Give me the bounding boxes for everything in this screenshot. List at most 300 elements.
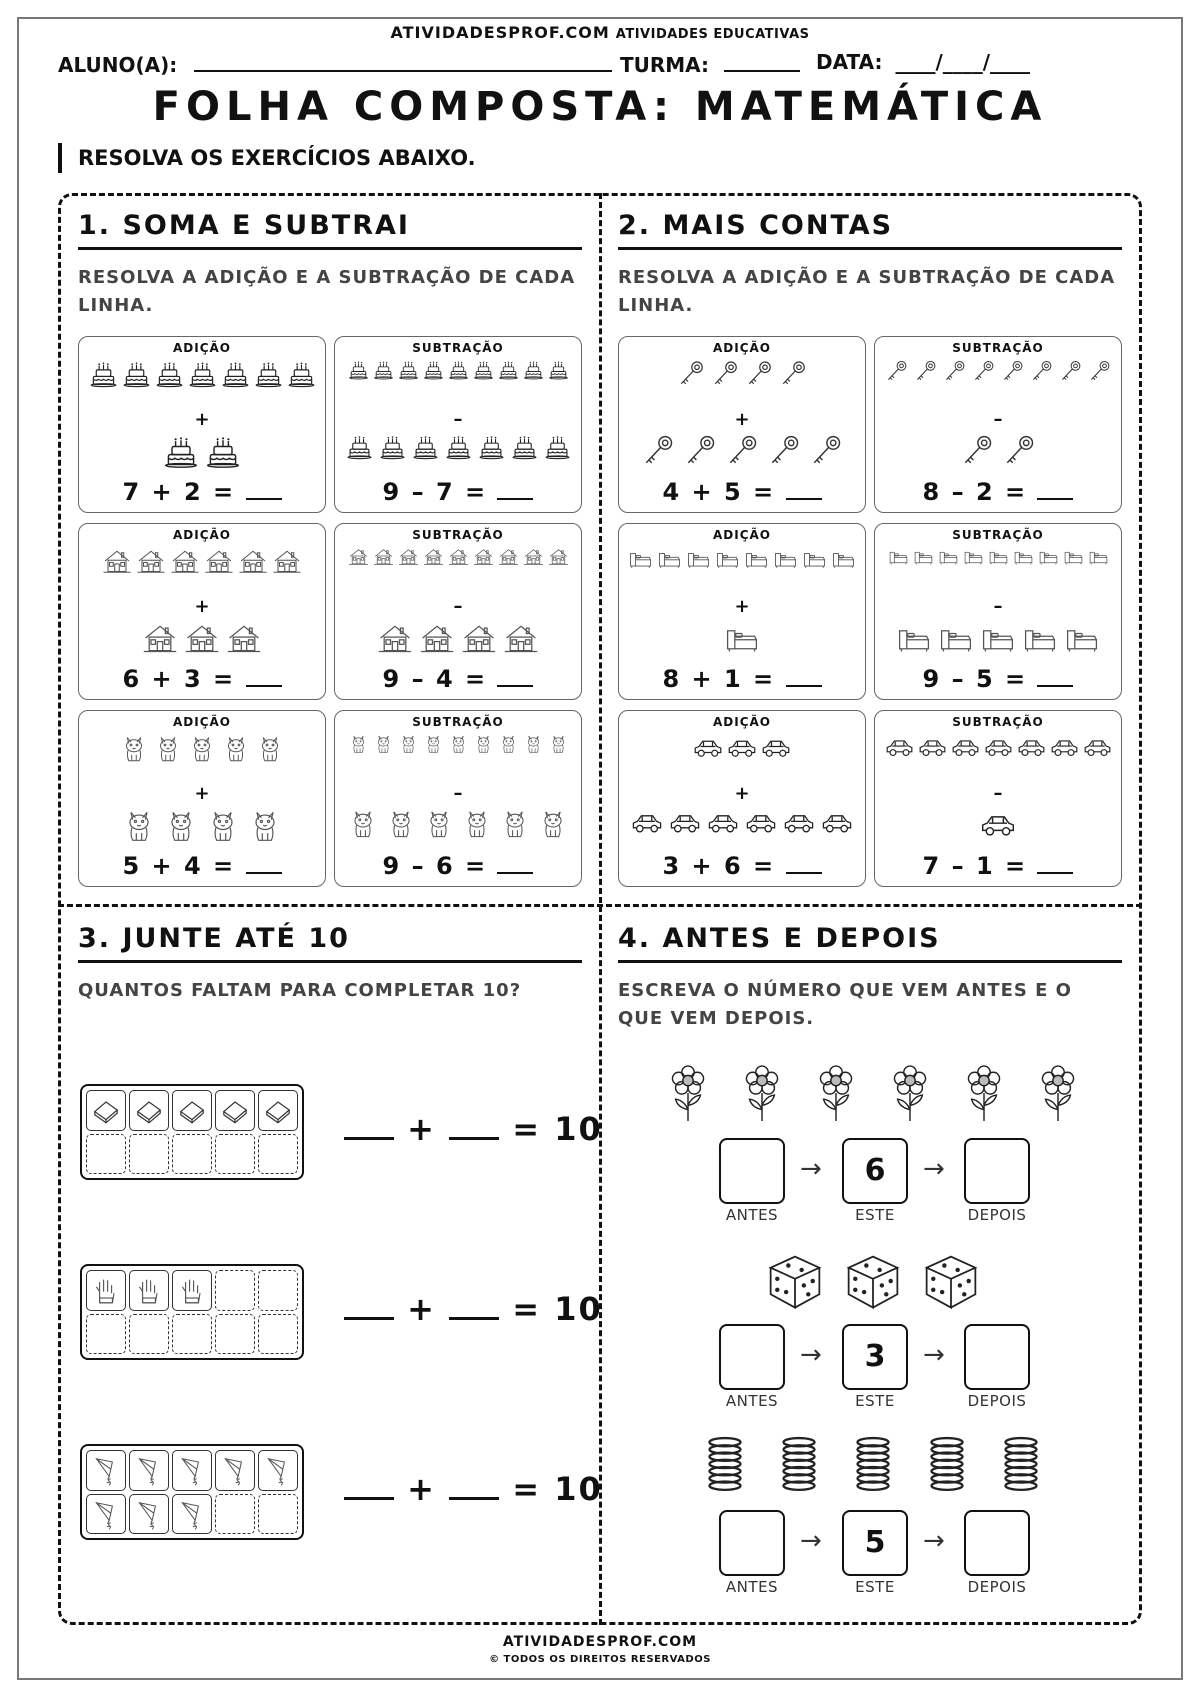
house-icon [473, 546, 494, 567]
subtraction-card [874, 523, 1122, 700]
cake-icon [163, 433, 199, 469]
ten-frame-filled-cell [129, 1494, 169, 1535]
picture-group [653, 1250, 1093, 1312]
arrow-right-icon: → [800, 1340, 822, 1370]
este-box: 5 [842, 1510, 908, 1576]
ten-frame-filled-cell [172, 1090, 212, 1131]
operator: – [453, 783, 463, 804]
cake-icon [205, 433, 241, 469]
operator: + [734, 409, 750, 430]
top-group [619, 733, 865, 763]
cake-icon [122, 359, 151, 388]
top-group [79, 546, 325, 576]
cake-icon [448, 359, 469, 380]
answer-blank[interactable] [497, 667, 533, 687]
bottom-group [335, 807, 581, 839]
picture-group [653, 1436, 1093, 1494]
car-icon [783, 807, 815, 839]
cat-icon [348, 733, 369, 754]
top-group [875, 733, 1121, 762]
cat-icon [187, 733, 217, 763]
card-label: ADIÇÃO [712, 715, 771, 729]
arrow-right-icon: → [923, 1340, 945, 1370]
car-icon [1083, 733, 1112, 762]
ten-frame-filled-cell [129, 1090, 169, 1131]
bottom-group [335, 433, 581, 460]
equation [335, 665, 581, 693]
top-group [79, 733, 325, 763]
equation-text: 3 + 6 = [662, 852, 776, 880]
house-icon [204, 546, 234, 576]
subtraction-card [334, 523, 582, 700]
bed-icon [831, 546, 856, 571]
house-icon [102, 546, 132, 576]
section-3 [78, 923, 582, 1005]
footer-site: ATIVIDADESPROF.COM [502, 1634, 698, 1650]
house-icon [548, 546, 569, 567]
cat-icon [121, 807, 157, 843]
key-icon [778, 359, 808, 389]
bottom-group [619, 807, 865, 839]
ten-frame [80, 1444, 304, 1540]
cake-icon [287, 359, 316, 388]
ten-frame-empty-cell [86, 1314, 126, 1355]
car-icon [707, 807, 739, 839]
answer-blank[interactable] [786, 854, 822, 874]
cat-icon [347, 807, 379, 839]
ten-frame-empty-cell [172, 1314, 212, 1355]
house-icon [170, 546, 200, 576]
bottom-group [79, 807, 325, 843]
key-icon [676, 359, 706, 389]
top-group [335, 733, 581, 754]
answer-blank[interactable] [1037, 480, 1073, 500]
bed-icon [724, 620, 760, 656]
operator: + [194, 783, 210, 804]
key-icon [724, 433, 760, 469]
bed-icon [628, 546, 653, 571]
addition-card [618, 336, 866, 513]
cake-icon [348, 359, 369, 380]
cake-icon [346, 433, 373, 460]
aluno-blank[interactable] [194, 50, 612, 72]
house-icon [398, 546, 419, 567]
complete-ten-equation: + = 10 [344, 1470, 603, 1508]
addition-card [618, 523, 866, 700]
equation-text: 7 + 2 = [122, 478, 236, 506]
ten-total: 10 [554, 1470, 603, 1508]
addition-card [78, 523, 326, 700]
aluno-label: ALUNO(A): [58, 53, 178, 77]
car-icon [885, 733, 914, 762]
bed-icon [802, 546, 827, 571]
car-icon [693, 733, 723, 763]
depois-box[interactable] [964, 1510, 1030, 1576]
house-icon [498, 546, 519, 567]
answer-blank[interactable] [449, 1294, 499, 1320]
house-icon [238, 546, 268, 576]
data-field[interactable] [816, 50, 1030, 74]
bed-icon [773, 546, 798, 571]
cake-icon [89, 359, 118, 388]
turma-blank[interactable] [724, 50, 800, 72]
ten-frame-empty-cell [172, 1134, 212, 1175]
car-icon [1017, 733, 1046, 762]
ten-frame-empty-cell [258, 1270, 298, 1311]
site-subtitle: ATIVIDADES EDUCATIVAS [615, 27, 810, 42]
car-icon [1050, 733, 1079, 762]
car-icon [761, 733, 791, 763]
antes-label: ANTES [725, 1392, 779, 1410]
card-label: ADIÇÃO [172, 341, 231, 355]
addition-card [618, 710, 866, 887]
operator: – [993, 409, 1003, 430]
car-icon [727, 733, 757, 763]
este-label: ESTE [855, 1392, 895, 1410]
house-icon [142, 620, 178, 656]
answer-blank[interactable] [497, 480, 533, 500]
cake-icon [478, 433, 505, 460]
horizontal-divider [58, 904, 1142, 907]
cat-icon [373, 733, 394, 754]
key-icon [1029, 359, 1054, 384]
spring-icon [844, 1436, 902, 1494]
key-icon [1087, 359, 1112, 384]
answer-blank[interactable] [497, 854, 533, 874]
cat-icon [205, 807, 241, 843]
key-icon [913, 359, 938, 384]
key-icon [942, 359, 967, 384]
key-icon [959, 433, 995, 469]
cake-icon [188, 359, 217, 388]
equation [79, 852, 325, 880]
subtraction-card [874, 710, 1122, 887]
este-box: 6 [842, 1138, 908, 1204]
ten-frame-empty-cell [129, 1314, 169, 1355]
section-2-title: 2. MAIS CONTAS [618, 210, 1122, 250]
equation [619, 852, 865, 880]
bed-icon [686, 546, 711, 571]
ten-frame [80, 1084, 304, 1180]
key-icon [766, 433, 802, 469]
bed-icon [1022, 620, 1058, 656]
key-icon [1001, 433, 1037, 469]
cake-icon [254, 359, 283, 388]
key-icon [710, 359, 740, 389]
equation [79, 478, 325, 506]
ten-frame-filled-cell [86, 1494, 126, 1535]
cat-icon [537, 807, 569, 839]
ten-frame-filled-cell [86, 1450, 126, 1491]
answer-blank[interactable] [786, 667, 822, 687]
cake-icon [511, 433, 538, 460]
bottom-group [79, 433, 325, 469]
antes-box[interactable] [719, 1510, 785, 1576]
antes-box[interactable] [719, 1138, 785, 1204]
turma-label: TURMA: [620, 53, 710, 77]
answer-blank[interactable] [449, 1474, 499, 1500]
equation-text: 9 – 4 = [382, 665, 488, 693]
car-icon [669, 807, 701, 839]
equation-text: 5 + 4 = [122, 852, 236, 880]
addition-card [78, 710, 326, 887]
equation-text: 9 – 6 = [382, 852, 488, 880]
house-icon [423, 546, 444, 567]
car-icon [631, 807, 663, 839]
house-icon [272, 546, 302, 576]
dice-icon [842, 1250, 904, 1312]
cat-icon [385, 807, 417, 839]
key-icon [640, 433, 676, 469]
answer-blank[interactable] [246, 667, 282, 687]
answer-blank[interactable] [449, 1114, 499, 1140]
flower-icon [955, 1064, 1013, 1122]
answer-blank[interactable] [1037, 667, 1073, 687]
ten-frame-filled-cell [215, 1090, 255, 1131]
bed-icon [963, 546, 984, 567]
ten-frame-empty-cell [215, 1314, 255, 1355]
antes-label: ANTES [725, 1578, 779, 1596]
bed-icon [988, 546, 1009, 567]
top-group [335, 546, 581, 567]
section-4-title: 4. ANTES E DEPOIS [618, 923, 1122, 963]
house-icon [373, 546, 394, 567]
arrow-right-icon: → [923, 1154, 945, 1184]
equation-text: 7 – 1 = [922, 852, 1028, 880]
ten-frame-filled-cell [172, 1494, 212, 1535]
cake-icon [155, 359, 184, 388]
depois-label: DEPOIS [967, 1206, 1027, 1224]
equation-text: 4 + 5 = [662, 478, 776, 506]
arrow-right-icon: → [923, 1526, 945, 1556]
card-label: ADIÇÃO [172, 715, 231, 729]
bottom-group [79, 620, 325, 656]
operator: – [453, 596, 463, 617]
ten-frame-empty-cell [86, 1134, 126, 1175]
ten-frame-empty-cell [215, 1494, 255, 1535]
ten-total: 10 [554, 1110, 603, 1148]
ten-frame-filled-cell [129, 1270, 169, 1311]
bed-icon [1064, 620, 1100, 656]
card-label: SUBTRAÇÃO [412, 715, 504, 729]
car-icon [984, 733, 1013, 762]
cat-icon [523, 733, 544, 754]
answer-blank[interactable] [344, 1474, 394, 1500]
cat-icon [119, 733, 149, 763]
answer-blank[interactable] [246, 480, 282, 500]
top-group [619, 546, 865, 571]
top-group [875, 359, 1121, 384]
cake-icon [445, 433, 472, 460]
key-icon [884, 359, 909, 384]
ten-frame-filled-cell [172, 1450, 212, 1491]
car-icon [745, 807, 777, 839]
answer-blank[interactable] [1037, 854, 1073, 874]
depois-box[interactable] [964, 1138, 1030, 1204]
answer-blank[interactable] [246, 854, 282, 874]
section-1-instruction: RESOLVA A ADIÇÃO E A SUBTRAÇÃO DE CADA LINHA. [78, 267, 576, 316]
vertical-divider [599, 193, 602, 1625]
top-group [619, 359, 865, 389]
bed-icon [744, 546, 769, 571]
bed-icon [1088, 546, 1109, 567]
subtraction-card [334, 710, 582, 887]
equation [619, 665, 865, 693]
equation [335, 478, 581, 506]
cake-icon [523, 359, 544, 380]
bottom-group [335, 620, 581, 656]
ten-frame-filled-cell [258, 1090, 298, 1131]
bed-icon [980, 620, 1016, 656]
section-4-instruction: ESCREVA O NÚMERO QUE VEM ANTES E O QUE VEM DEPOIS. [618, 980, 1072, 1029]
cat-icon [473, 733, 494, 754]
spring-icon [918, 1436, 976, 1494]
antes-label: ANTES [725, 1206, 779, 1224]
card-label: ADIÇÃO [712, 341, 771, 355]
student-info-row [58, 50, 1148, 80]
equation-text: 9 – 5 = [922, 665, 1028, 693]
antes-box[interactable] [719, 1324, 785, 1390]
key-icon [1000, 359, 1025, 384]
cat-icon [498, 733, 519, 754]
car-icon [980, 807, 1016, 843]
car-icon [951, 733, 980, 762]
house-icon [226, 620, 262, 656]
ten-frame-empty-cell [215, 1134, 255, 1175]
cat-icon [153, 733, 183, 763]
cake-icon [412, 433, 439, 460]
cake-icon [544, 433, 571, 460]
house-icon [377, 620, 413, 656]
operator: + [194, 596, 210, 617]
page-title: FOLHA COMPOSTA: MATEMÁTICA [152, 84, 1048, 130]
ten-total: 10 [554, 1290, 603, 1328]
equation [875, 852, 1121, 880]
ten-frame-filled-cell [172, 1270, 212, 1311]
bed-icon [938, 620, 974, 656]
este-box: 3 [842, 1324, 908, 1390]
turma-field[interactable] [620, 50, 800, 77]
site-name: ATIVIDADESPROF.COM [390, 23, 610, 42]
cake-icon [221, 359, 250, 388]
house-icon [348, 546, 369, 567]
equation [875, 478, 1121, 506]
cat-icon [448, 733, 469, 754]
cake-icon [373, 359, 394, 380]
cake-icon [379, 433, 406, 460]
spring-icon [770, 1436, 828, 1494]
answer-blank[interactable] [786, 480, 822, 500]
ten-frame-empty-cell [215, 1270, 255, 1311]
house-icon [136, 546, 166, 576]
card-label: SUBTRAÇÃO [412, 341, 504, 355]
cat-icon [423, 807, 455, 839]
picture-group [653, 1064, 1093, 1122]
operator: – [993, 783, 1003, 804]
ten-frame-empty-cell [258, 1134, 298, 1175]
cat-icon [255, 733, 285, 763]
equation [875, 665, 1121, 693]
operator: + [194, 409, 210, 430]
operator: + [734, 596, 750, 617]
ten-frame-filled-cell [86, 1270, 126, 1311]
house-icon [419, 620, 455, 656]
arrow-right-icon: → [800, 1526, 822, 1556]
equation-text: 9 – 7 = [382, 478, 488, 506]
house-icon [503, 620, 539, 656]
flower-icon [659, 1064, 717, 1122]
ten-frame-empty-cell [258, 1494, 298, 1535]
key-icon [971, 359, 996, 384]
data-label: DATA: [816, 50, 883, 74]
ten-frame-empty-cell [258, 1314, 298, 1355]
card-label: SUBTRAÇÃO [952, 341, 1044, 355]
bottom-group [875, 620, 1121, 656]
cat-icon [548, 733, 569, 754]
equation [619, 478, 865, 506]
equation [335, 852, 581, 880]
depois-box[interactable] [964, 1324, 1030, 1390]
card-label: ADIÇÃO [712, 528, 771, 542]
ten-frame-filled-cell [215, 1450, 255, 1491]
cat-icon [423, 733, 444, 754]
section-2-instruction: RESOLVA A ADIÇÃO E A SUBTRAÇÃO DE CADA LINHA. [618, 267, 1116, 316]
subtraction-card [334, 336, 582, 513]
top-group [875, 546, 1121, 567]
ten-frame-filled-cell [129, 1450, 169, 1491]
section-1 [78, 210, 582, 320]
answer-blank[interactable] [344, 1114, 394, 1140]
section-3-instruction: QUANTOS FALTAM PARA COMPLETAR 10? [78, 980, 522, 1001]
bed-icon [1038, 546, 1059, 567]
equation-text: 8 + 1 = [662, 665, 776, 693]
bottom-group [619, 433, 865, 469]
ten-frame-filled-cell [258, 1450, 298, 1491]
cat-icon [163, 807, 199, 843]
answer-blank[interactable] [344, 1294, 394, 1320]
top-group [79, 359, 325, 388]
house-icon [461, 620, 497, 656]
aluno-field[interactable] [58, 50, 612, 77]
section-2 [618, 210, 1122, 320]
house-icon [448, 546, 469, 567]
flower-icon [733, 1064, 791, 1122]
addition-card [78, 336, 326, 513]
cake-icon [498, 359, 519, 380]
flower-icon [881, 1064, 939, 1122]
data-blank[interactable]: ____/____/____ [895, 50, 1031, 74]
cat-icon [247, 807, 283, 843]
house-icon [184, 620, 220, 656]
bed-icon [938, 546, 959, 567]
cake-icon [548, 359, 569, 380]
cat-icon [461, 807, 493, 839]
equation [79, 665, 325, 693]
bed-icon [913, 546, 934, 567]
flower-icon [1029, 1064, 1087, 1122]
subtraction-card [874, 336, 1122, 513]
operator: + [734, 783, 750, 804]
operator: – [993, 596, 1003, 617]
car-icon [821, 807, 853, 839]
equation-text: 8 – 2 = [922, 478, 1028, 506]
key-icon [808, 433, 844, 469]
dice-icon [764, 1250, 826, 1312]
footer-copyright: © TODOS OS DIREITOS RESERVADOS [489, 1654, 711, 1665]
este-label: ESTE [855, 1206, 895, 1224]
key-icon [1058, 359, 1083, 384]
bottom-group [619, 620, 865, 656]
